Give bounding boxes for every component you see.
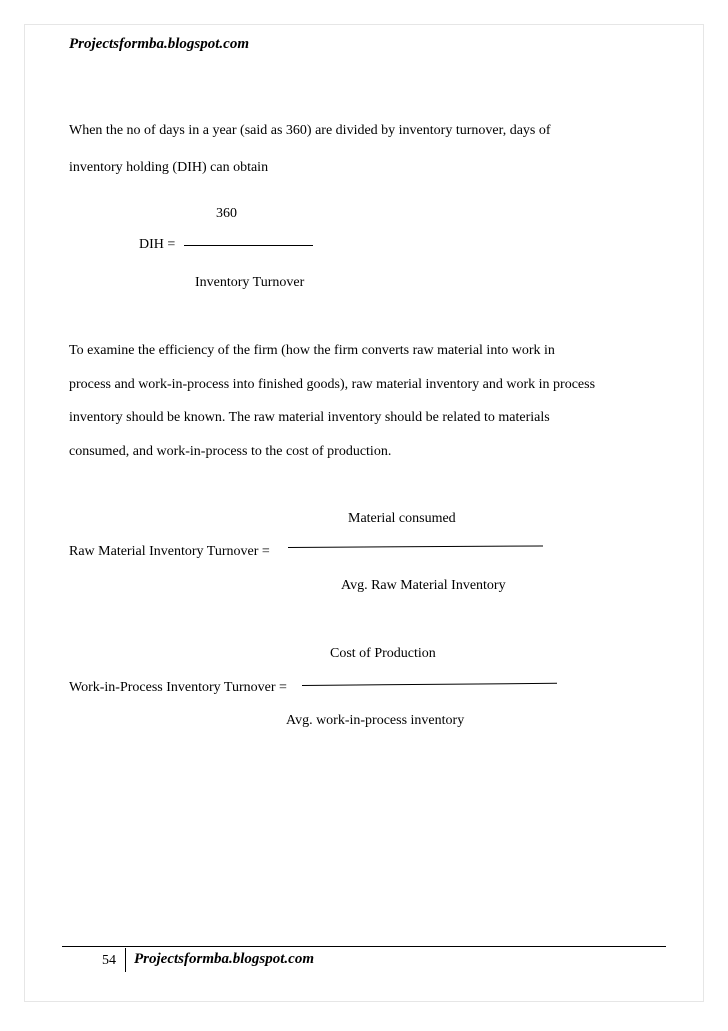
- dih-denominator: Inventory Turnover: [195, 275, 305, 290]
- footer-divider: [125, 948, 126, 972]
- paragraph-2-line-1: To examine the efficiency of the firm (how the firm converts raw material into work in: [69, 343, 555, 358]
- footer-rule: [62, 946, 666, 947]
- wipit-numerator: Cost of Production: [330, 646, 436, 661]
- page-number: 54: [102, 953, 116, 968]
- wipit-label: Work-in-Process Inventory Turnover =: [69, 680, 287, 695]
- rmit-numerator: Material consumed: [348, 511, 456, 526]
- wipit-denominator: Avg. work-in-process inventory: [286, 713, 465, 728]
- rmit-denominator: Avg. Raw Material Inventory: [341, 578, 506, 593]
- footer-site-name: Projectsformba.blogspot.com: [134, 951, 314, 967]
- rmit-label: Raw Material Inventory Turnover =: [69, 544, 270, 559]
- dih-numerator: 360: [216, 206, 237, 221]
- dih-fraction-bar: [184, 245, 313, 246]
- dih-label: DIH =: [139, 237, 176, 252]
- paragraph-2-line-2: process and work-in-process into finished goods), raw material inventory and work in process: [69, 377, 596, 392]
- paragraph-2-line-3: inventory should be known. The raw material inventory should be related to materials: [69, 410, 550, 425]
- paragraph-1-line-2: inventory holding (DIH) can obtain: [69, 160, 269, 175]
- paragraph-2-line-4: consumed, and work-in-process to the cost of production.: [69, 444, 392, 459]
- header-site-name: Projectsformba.blogspot.com: [69, 36, 249, 52]
- paragraph-1-line-1: When the no of days in a year (said as 360) are divided by inventory turnover, days of: [69, 123, 551, 138]
